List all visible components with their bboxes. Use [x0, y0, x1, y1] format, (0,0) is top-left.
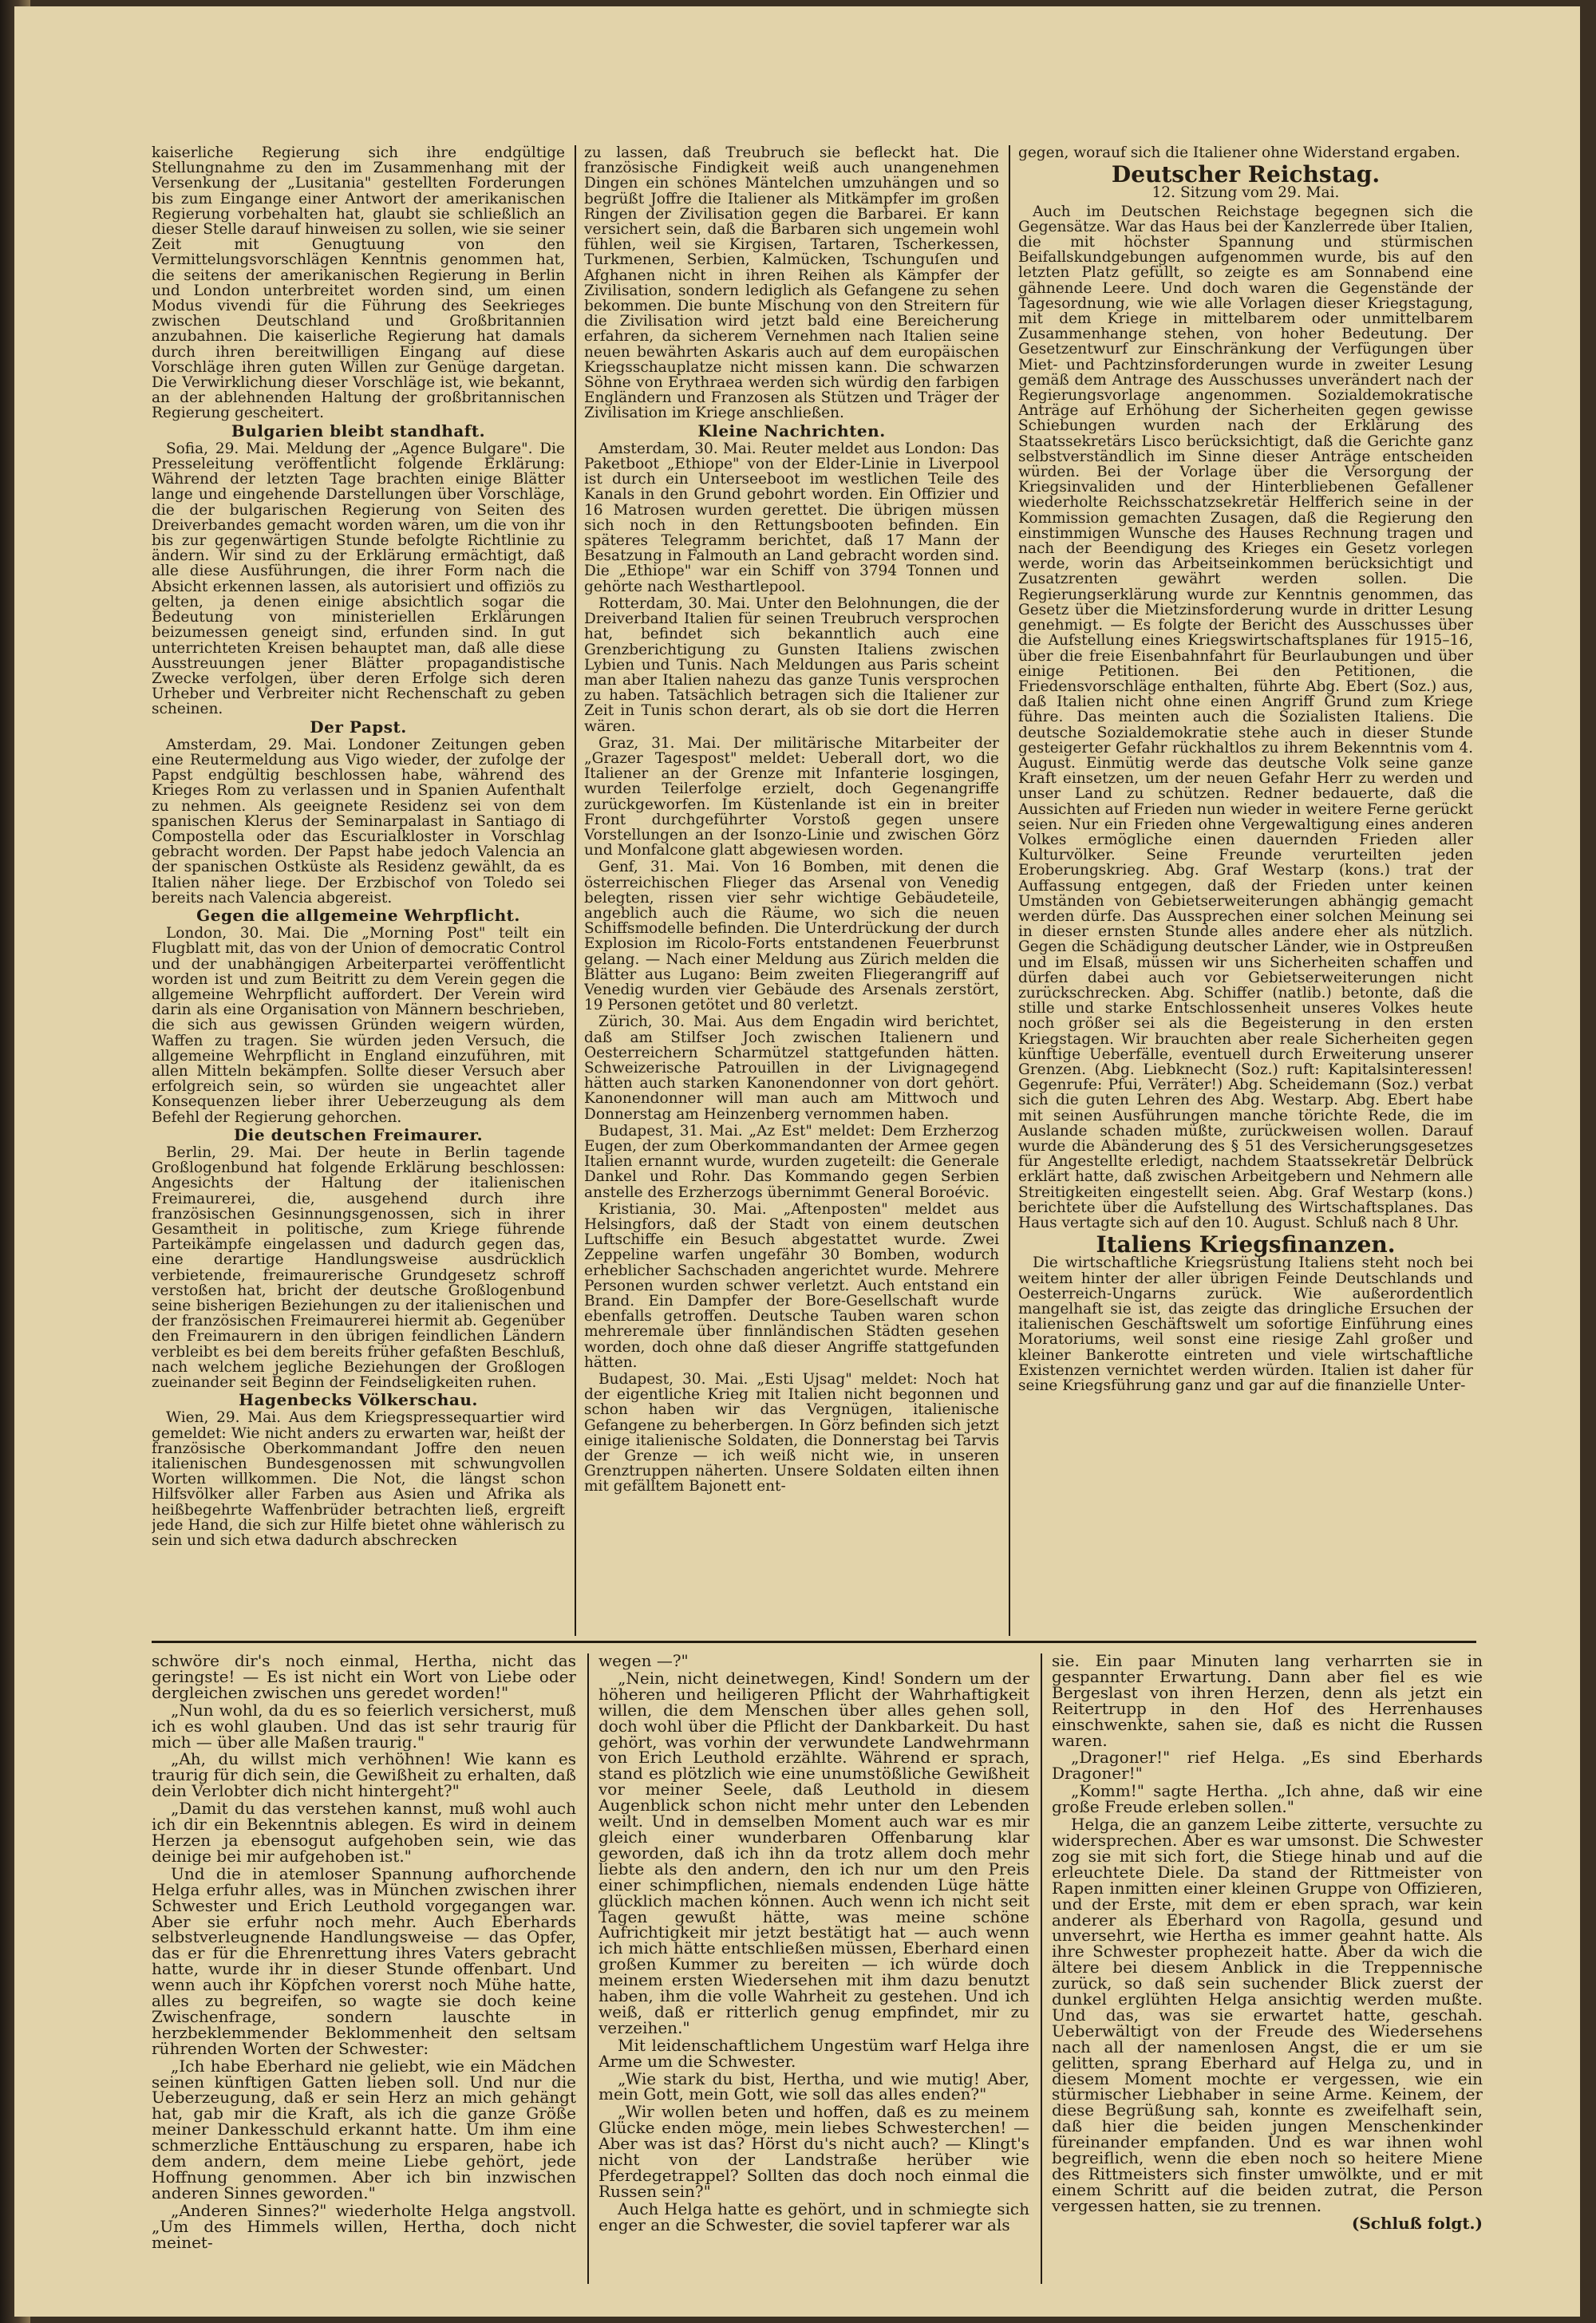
- story-paragraph: „Wir wollen beten und hoffen, daß es zu meinem Glücke enden möge, mein liebes Schwesterchen! — Aber was ist das? Hörst du's nicht auch? — Klingt's nicht von der Landstraße herüber wie Pferdegetrappel? Sollten das doch noch einmal die Russen sein?": [598, 2102, 1029, 2201]
- story-paragraph: Und die in atemloser Spannung aufhorchende Helga erfuhr alles, was in München zwischen ihrer Schwester und Erich Leuthold vorgegangen war. Aber sie erfuhr noch mehr. Auch Eberhards selbstverleugnende Handlungsweise — das Opfer, das er für die Ehrenrettung ihres Vaters gebracht hatte, wurde ihr in dieser Stunde offenbart. Und wenn auch ihr Köpfchen vorerst noch Mühe hatte, alles zu begreifen, so wagte sie doch keine Zwischenfrage, sondern lauschte in herzbeklemmender Beklommenheit den seltsam rührenden Worten der Schwester:: [152, 1863, 576, 2058]
- newspaper-content: [152, 145, 1524, 2292]
- article-paragraph: Graz, 31. Mai. Der militärische Mitarbeiter der „Grazer Tagespost" meldet: Ueberall dort, wo die Italiener an der Grenze mit Infanterie losgingen, wurden Teilerfolge erzielt, doch Gegenangriffe zurückgeworfen. Im Küstenlande ist ein in breiter Front durchgeführter Vorstoß gegen unsere Vorstellungen an der Isonzo-Linie und zwischen Görz und Monfalcone glatt abgewiesen worden.: [584, 734, 999, 859]
- article-column-2: [584, 145, 999, 1636]
- article-paragraph: Budapest, 30. Mai. „Esti Ujsag" meldet: Noch hat der eigentliche Krieg mit Italien nicht begonnen und schon haben wir das Vergnügen, italienische Gefangene zu beherbergen. In Görz befinden sich jetzt einige italienische Soldaten, die Donnerstag bei Tarvis der Grenze — ich weiß nicht wie, in unseren Grenztruppen näherten. Unsere Soldaten eilten ihnen mit gefälltem Bajonett ent-: [584, 1371, 999, 1495]
- feuilleton-column-2: [598, 1653, 1029, 2284]
- story-paragraph: „Nun wohl, da du es so feierlich versicherst, muß ich es wohl glauben. Und das ist sehr traurig für mich — über alle Maßen traurig.": [152, 1700, 576, 1752]
- article-paragraph: Rotterdam, 30. Mai. Unter den Belohnungen, die der Dreiverband Italien für seinen Treubruch versprochen hat, befindet sich bekanntlich auch eine Grenzberichtigung zu Gunsten Italiens zwischen Lybien und Tunis. Nach Meldungen aus Paris scheint man aber Italien nahezu das ganze Tunis versprochen zu haben. Tatsächlich betragen sich die Italiener zur Zeit in Tunis schon derart, als ob sie dort die Herren wären.: [584, 595, 999, 735]
- section-heading: Hagenbecks Völkerschau.: [239, 1390, 478, 1410]
- article-paragraph: Budapest, 31. Mai. „Az Est" meldet: Dem Erzherzog Eugen, der zum Oberkommandanten der Armee gegen Italien ernannt wurde, wurden zugeteilt: die Generale Dankel und Rohr. Das Kommando gegen Serbien anstelle des Erzherzogs übernimmt General Boroévic.: [584, 1122, 999, 1201]
- article-title: Deutscher Reichstag.: [1111, 161, 1381, 188]
- story-paragraph: „Anderen Sinnes?" wiederholte Helga angstvoll. „Um des Himmels willen, Hertha, doch nicht meinet-: [152, 2200, 576, 2252]
- story-paragraph: „Ah, du willst mich verhöhnen! Wie kann es traurig für dich sein, die Gewißheit zu erhalten, daß dein Verlobter dich nicht hintergeht?": [152, 1749, 576, 1801]
- section-heading: Der Papst.: [310, 717, 407, 737]
- article-paragraph: Auch im Deutschen Reichstage begegnen sich die Gegensätze. War das Haus bei der Kanzlerrede über Italien, die mit höchster Spannung und stürmischen Beifallskundgebungen aufgenommen wurde, bis auf den letzten Platz gefüllt, so zeigte es am Sonnabend eine gähnende Leere. Und doch waren die Gegenstände der Tagesordnung, wie wie alle Vorlagen dieser Kriegstagung, mit dem Kriege in mittelbarem oder unmittelbarem Zusammenhange stehen, von hoher Bedeutung. Der Gesetzentwurf zur Einschränkung der Verfügungen über Miet- und Pachtzinsforderungen wurde in zweiter Lesung gemäß dem Antrage des Ausschusses unverändert nach der Regierungsvorlage angenommen. Sozialdemokratische Anträge auf Erhöhung der Sicherheiten gegen gewisse Schiebungen wurden nach der Erklärung des Staatssekretärs Lisco berücksichtigt, daß die Gerichte ganz selbstverständlich im Sinne dieser Anträge entscheiden würden. Bei der Vorlage über die Versorgung der Kriegsinvaliden und der Hinterbliebenen Gefallener wiederholte Reichsschatzsekretär Helfferich seine in der Kommission gemachten Zusagen, daß die Regierung den einstimmigen Wunsche des Hauses Rechnung tragen und nach der Beendigung des Krieges ein Gesetz vorlegen werde, worin das Arbeitseinkommen berücksichtigt und Zusatzrenten gewährt werden sollen. Die Regierungserklärung wurde zur Kenntnis genommen, das Gesetz über die Mietzinsforderung wurde in dritter Lesung genehmigt. — Es folgte der Bericht des Ausschusses über die Aufstellung eines Kriegswirtschaftsplanes für 1915–16, über die freie Eisenbahnfahrt für Beurlaubungen und über einige Petitionen. Bei den Petitionen, die Friedensvorschläge enthalten, führte Abg. Ebert (Soz.) aus, daß Italien nicht ohne einen Angriff Grund zum Kriege führe. Das meinten auch die Sozialisten Italiens. Die deutsche Sozialdemokratie stehe auch in dieser Stunde gesteigerter Gefahr rückhaltlos zu ihrem Bekenntnis vom 4. August. Einmütig werde das deutsche Volk seine ganze Kraft einsetzen, um der neuen Gefahr Herr zu werden und unser Land zu schützen. Redner bedauerte, daß die Aussichten auf Frieden nun wieder in weitere Ferne gerückt seien. Nur ein Frieden ohne Vergewaltigung eines anderen Volkes ermögliche einen dauernden Frieden aller Kulturvölker. Seine Freunde verurteilten jeden Eroberungskrieg. Abg. Graf Westarp (kons.) trat der Auffassung entgegen, daß der Frieden unter keinen Umständen von Gebietserweiterungen abhängig gemacht werden dürfe. Das Aussprechen einer solchen Meinung sei in dieser ernsten Stunde alles andere eher als nützlich. Gegen die Schädigung deutscher Länder, wie in Ostpreußen und im Elsaß, müssen wir uns Sicherheiten schaffen und dürfen dabei auch vor Gebietserweiterungen nicht zurückschrecken. Abg. Schiffer (natlib.) betonte, daß die stille und starke Entschlossenheit unseres Volkes heute noch größer sei als die Begeisterung in den ersten Kriegstagen. Wir brauchten aber reale Sicherheiten gegen künftige Ueberfälle, eventuell durch Erweiterung unserer Grenzen. (Abg. Liebknecht (Soz.) ruft: Kapitalsinteressen! Gegenrufe: Pfui, Verräter!) Abg. Scheidemann (Soz.) verbat sich die guten Lehren des Abg. Westarp. Abg. Ebert habe mit seinen Ausführungen manche törichte Rede, die im Auslande schaden müßte, zurückweisen wollen. Darauf wurde die Abänderung des § 51 des Versicherungsgesetzes für Angestellte erledigt, nachdem Staatssekretär Delbrück erklärt hatte, daß zwischen Arbeitgebern und Nehmern alle Streitigkeiten eingestellt seien. Abg. Graf Westarp (kons.) berichtete über die Aufstellung des Wirtschaftsplanes. Das Haus vertagte sich auf den 10. August. Schluß nach 8 Uhr.: [1018, 203, 1473, 1232]
- story-paragraph: wegen —?": [598, 1653, 689, 1670]
- article-paragraph: Amsterdam, 30. Mai. Reuter meldet aus London: Das Paketboot „Ethiope" von der Elder-Linie in Liverpool ist durch ein Unterseeboot im westlichen Teile des Kanals in den Grund gebohrt worden. Ein Offizier und 16 Matrosen wurden gerettet. Die übrigen müssen sich noch in den Rettungsbooten befinden. Ein späteres Telegramm berichtet, daß 17 Mann der Besatzung in Falmouth an Land gebracht worden sind. Die „Ethiope" war ein Schiff von 3794 Tonnen und gehörte nach Westhartlepool.: [584, 440, 999, 595]
- story-paragraph: Helga, die an ganzem Leibe zitterte, versuchte zu widersprechen. Aber es war umsonst. Die Schwester zog sie mit sich fort, die Stiege hinab und auf die erleuchtete Diele. Da stand der Rittmeister von Rapen inmitten einer kleinen Gruppe von Offizieren, und der Erste, mit dem er eben sprach, war kein anderer als Eberhard von Ragolla, gesund und unversehrt, wie Hertha es immer geahnt hatte. Als ihre Schwester prophezeit hatte. Aber da wich die ältere bei diesem Anblick in die Treppennische zurück, so daß sein suchender Blick zuerst der dunkel erglühten Helga ansichtig werden mußte. Und das, was sie erwartet hatte, geschah. Ueberwältigt von der Freude des Wiedersehens nach all der namenlosen Angst, die er um sie gelitten, sprang Eberhard auf Helga zu, und in diesem Moment mochte er vergessen, wie ein stürmischer Liebhaber in seine Arme. Keinem, der diese Begrüßung sah, konnte es zweifelhaft sein, daß hier die beiden jungen Menschenkinder füreinander empfanden. Und es war ihnen wohl begreiflich, wenn die eben noch so heitere Miene des Rittmeisters sich finster umwölkte, und er mit einem Schritt auf die beiden zutrat, die Person vergessen hatten, sie zu trennen.: [1052, 1815, 1483, 2215]
- article-paragraph: gegen, worauf sich die Italiener ohne Widerstand ergaben.: [1018, 145, 1460, 161]
- to-be-continued-note: (Schluß folgt.): [1351, 2213, 1483, 2233]
- story-paragraph: Mit leidenschaftlichem Ungestüm warf Helga ihre Arme um die Schwester.: [598, 2035, 1029, 2071]
- article-paragraph: Genf, 31. Mai. Von 16 Bomben, mit denen die österreichischen Flieger das Arsenal von Venedig belegten, rissen vier sehr wichtige Gebäudeteile, angeblich auch die Räume, wo sich die neuen Schiffsmodelle befinden. Die Unterdrückung der durch Explosion im Ricolo-Forts entstandenen Feuerbrunst gelang. — Nach einer Meldung aus Zürich melden die Blätter aus Lugano: Beim zweiten Fliegerangriff auf Venedig wurden vier Gebäude des Arsenals zerstört, 19 Personen getötet und 80 verletzt.: [584, 859, 999, 1014]
- article-paragraph: Zürich, 30. Mai. Aus dem Engadin wird berichtet, daß am Stilfser Joch zwischen Italienern und Oesterreichern Scharmützel stattgefunden hätten. Schweizerische Patrouillen in der Livignagegend hätten auch starken Kanonendonner von dort gehört. Kanonendonner will man auch am Mittwoch und Donnerstag am Heinzenberg vernommen haben.: [584, 1013, 999, 1123]
- section-heading: Gegen die allgemeine Wehrpflicht.: [196, 905, 520, 925]
- feuilleton-divider: [152, 1641, 1476, 1643]
- article-paragraph: Sofia, 29. Mai. Meldung der „Agence Bulgare". Die Presseleitung veröffentlicht folgende Erklärung: Während der letzten Tage brachten einige Blätter lange und eingehende Darstellungen über Vorschläge, die der bulgarischen Regierung von Seiten des Dreiverbandes gemacht worden wären, um die von ihr bis zur gegenwärtigen Stunde befolgte Richtlinie zu ändern. Wir sind zu der Erklärung ermächtigt, daß alle diese Ausführungen, die ihrer Form nach die Absicht erkennen lassen, als autorisiert und offiziös zu gelten, ja denen einige absichtlich sogar die Bedeutung von ministeriellen Erklärungen beizumessen geneigt sind, erfunden sind. In gut unterrichteten Kreisen behauptet man, daß alle diese Ausstreuungen jener Blätter propagandistische Zwecke verfolgen, über deren Erfolge sich deren Urheber und Verbreiter nicht Rechenschaft zu geben scheinen.: [152, 440, 565, 718]
- story-paragraph: „Nein, nicht deinetwegen, Kind! Sondern um der höheren und heiligeren Pflicht der Wahrhaftigkeit willen, die dem Menschen über alles gehen soll, doch wohl über die Pflicht der Dankbarkeit. Du hast gehört, was vorhin der verwundete Landwehrmann von Erich Leuthold erzählte. Während er sprach, stand es plötzlich wie eine unumstößliche Gewißheit vor meiner Seele, daß Leuthold in diesem Augenblick schon nicht mehr unter den Lebenden weilt. Und in demselben Moment auch war es mir gleich einer wunderbaren Offenbarung klar geworden, daß ich ihn da trotz allem doch mehr liebte als den andern, den ich nur um den Preis einer schimpflichen, niemals endenden Lüge hätte glücklich machen können. Auch wenn ich nicht seit Tagen gewußt hätte, was meine schöne Aufrichtigkeit mir jetzt bestätigt hat — auch wenn ich mich hätte entschließen müssen, Eberhard einen großen Kummer zu bereiten — ich würde doch meinem ersten Wiedersehen mit ihm dazu benutzt haben, ihm die volle Wahrheit zu gestehen. Und ich weiß, daß er ritterlich genug empfindet, mir zu verzeihen.": [598, 1668, 1029, 2037]
- article-paragraph: Kristiania, 30. Mai. „Aftenposten" meldet aus Helsingfors, daß der Stadt von einem deutschen Luftschiffe ein Besuch abgestattet wurde. Zwei Zeppeline warfen ungefähr 30 Bomben, wodurch erheblicher Sachschaden angerichtet wurde. Mehrere Personen wurden schwer verletzt. Auch entstand ein Brand. Ein Dampfer der Bore-Gesellschaft wurde ebenfalls getroffen. Deutsche Tauben waren schon mehreremale über finnländischen Städten gesehen worden, doch ohne daß dieser Angriffe stattgefunden hätten.: [584, 1200, 999, 1371]
- story-paragraph: „Ich habe Eberhard nie geliebt, wie ein Mädchen seinen künftigen Gatten lieben soll. Und nur die Ueberzeugung, daß er sein Herz an mich gehängt hat, gab mir die Kraft, als ich die ganze Größe meiner Dankesschuld erkannt hatte. Um ihm eine schmerzliche Enttäuschung zu ersparen, habe ich dem andern, dem meine Liebe gehört, jede Hoffnung genommen. Aber ich bin inzwischen anderen Sinnes geworden.": [152, 2056, 576, 2203]
- section-heading: Die deutschen Freimaurer.: [233, 1124, 484, 1144]
- story-paragraph: schwöre dir's noch einmal, Hertha, nicht das geringste! — Es ist nicht ein Wort von Liebe oder dergleichen zwischen uns geredet worden!": [152, 1653, 576, 1702]
- column-rule: [1009, 145, 1010, 1636]
- article-paragraph: kaiserliche Regierung sich ihre endgültige Stellungnahme zu den im Zusammenhang mit der Versenkung der „Lusitania" gestellten Forderungen bis zum Eingange einer Antwort der amerikanischen Regierung vorbehalten hat, glaubt sie schließlich an dieser Stelle darauf hinweisen zu sollen, wie sie seiner Zeit mit Genugtuung von den Vermittelungsvorschlägen Kenntnis genommen hat, die seitens der amerikanischen Regierung in Berlin und London unterbreitet worden sind, um einen Modus vivendi für die Führung des Seekrieges zwischen Deutschland und Großbritannien anzubahnen. Die kaiserliche Regierung hat damals durch ihren bereitwilligen Eingang auf diese Vorschläge ihren guten Willen zur Genüge dargetan. Die Verwirklichung dieser Vorschläge ist, wie bekannt, an der ablehnenden Haltung der großbritannischen Regierung gescheitert.: [152, 145, 565, 422]
- feuilleton-column-1: [152, 1653, 576, 2284]
- story-paragraph: Auch Helga hatte es gehört, und in schmiegte sich enger an die Schwester, die soviel tapferer war als: [598, 2199, 1029, 2234]
- article-title: Italiens Kriegsfinanzen.: [1096, 1231, 1396, 1258]
- feuilleton-column-3: [1052, 1653, 1483, 2284]
- column-rule: [587, 1653, 589, 2284]
- article-paragraph: Berlin, 29. Mai. Der heute in Berlin tagende Großlogenbund hat folgende Erklärung beschlossen: Angesichts der Haltung der italienischen Freimaurerei, die, ausgehend durch ihre französischen Gesinnungsgenossen, sich in ihrer Gesamtheit in politische, zum Kriege führende Parteikämpfe eingelassen und dadurch gegen das, eine derartige Handlungsweise ausdrücklich verbietende, freimaurerische Grundgesetz schroff verstoßen hat, bricht der deutsche Großlogenbund seine bisherigen Beziehungen zu der italienischen und der französischen Freimaurerei hiermit ab. Gegenüber den Freimaurern in den übrigen feindlichen Ländern verbleibt es bei dem bereits früher gefaßten Beschluß, nach welchem jegliche Beziehungen der Großlogen zueinander seit Beginn der Feindseligkeiten ruhen.: [152, 1144, 565, 1392]
- section-heading: Kleine Nachrichten.: [697, 421, 886, 441]
- article-paragraph: zu lassen, daß Treubruch sie befleckt hat. Die französische Findigkeit weiß auch unangenehmen Dingen ein schönes Mäntelchen umzuhängen und so begrüßt Joffre die Italiener als Mitkämpfer im großen Ringen der Zivilisation gegen die Barbarei. Er kann versichert sein, daß die Barbaren sich ungemein wohl fühlen, weil sie Kirgisen, Tartaren, Tscherkessen, Turkmenen, Serbien, Kalmücken, Tschunguſen und Afghanen nicht in ihren Reihen als Kämpfer der Zivilisation, sondern lediglich als Gefangene zu sehen bekommen. Die bunte Mischung von den Streitern für die Zivilisation wird jetzt bald eine Bereicherung erfahren, da sicherem Vernehmen nach Italien seine neuen bewährten Askaris auch auf dem europäischen Kriegsschauplatze nicht missen kann. Die schwarzen Söhne von Erythraea werden sich würdig den farbigen Engländern und Franzosen als Stützen und Träger der Zivilisation im Kriege anschließen.: [584, 145, 999, 422]
- story-paragraph: „Dragoner!" rief Helga. „Es sind Eberhards Dragoner!": [1052, 1748, 1483, 1784]
- session-subtitle: 12. Sitzung vom 29. Mai.: [1152, 184, 1340, 202]
- article-column-1: [152, 145, 565, 1636]
- article-paragraph: Amsterdam, 29. Mai. Londoner Zeitungen geben eine Reutermeldung aus Vigo wieder, der zufolge der Papst endgültig beschlossen habe, während des Krieges Rom zu verlassen und in Spanien Aufenthalt zu nehmen. Als geeignete Residenz sei von dem spanischen Klerus der Seminarpalast in Santiago di Compostella oder das Escurialkloster in Vorschlag gebracht worden. Der Papst habe jedoch Valencia an der spanischen Ostküste als Residenz gewählt, da es Italien näher liege. Der Erzbischof von Toledo sei bereits nach Valencia abgereist.: [152, 736, 565, 907]
- article-paragraph: Die wirtschaftliche Kriegsrüstung Italiens steht noch bei weitem hinter der aller übrigen Feinde Deutschlands und Oesterreich-Ungarns zurück. Wie außerordentlich mangelhaft sie ist, das zeigte das dringliche Ersuchen der italienischen Geschäftswelt um sofortige Einführung eines Moratoriums, weil sonst eine riesige Zahl großer und kleiner Bankerotte eintreten und viele wirtschaftliche Existenzen vernichtet werden würden. Italien ist daher für seine Kriegsführung ganz und gar auf die finanzielle Unter-: [1018, 1254, 1473, 1395]
- article-paragraph: London, 30. Mai. Die „Morning Post" teilt ein Flugblatt mit, das von der Union of democratic Control und der unabhängigen Arbeiterpartei veröffentlicht worden ist und zum Beitritt zu dem Verein gegen die allgemeine Wehrpflicht auffordert. Der Verein wird darin als eine Organisation von Männern beschrieben, die sich aus gewissen Gründen weigern würden, Waffen zu tragen. Sie würden jeden Versuch, die allgemeine Wehrpflicht in England einzuführen, mit allen Mitteln bekämpfen. Sollte dieser Versuch aber erfolgreich sein, so würden sie ungeachtet aller Konsequenzen lieber ihrer Ueberzeugung als dem Befehl der Regierung gehorchen.: [152, 925, 565, 1126]
- article-paragraph: Wien, 29. Mai. Aus dem Kriegspressequartier wird gemeldet: Wie nicht anders zu erwarten war, heißt der französische Oberkommandant Joffre den neuen italienischen Bundesgenossen mit schwungvollen Worten willkommen. Die Not, die längst schon Hilfsvölker aller Farben aus Asien und Afrika als heißbegehrte Waffenbrüder betrachten ließ, ergreift jede Hand, die sich zur Hilfe bietet ohne wählerisch zu sein und sich etwa dadurch abschrecken: [152, 1409, 565, 1550]
- story-paragraph: „Komm!" sagte Hertha. „Ich ahne, daß wir eine große Freude erleben sollen.": [1052, 1781, 1483, 1817]
- article-column-3: [1018, 145, 1473, 1636]
- story-paragraph: sie. Ein paar Minuten lang verharrten sie in gespannter Erwartung. Dann aber fiel es wie Bergeslast von ihren Herzen, denn als jetzt ein Reitertrupp in den Hof des Herrenhauses einschwenkte, sahen sie, daß es nicht die Russen waren.: [1052, 1653, 1483, 1750]
- column-rule: [575, 145, 576, 1636]
- story-paragraph: „Wie stark du bist, Hertha, und wie mutig! Aber, mein Gott, mein Gott, wie soll das alles enden?": [598, 2068, 1029, 2104]
- column-rule: [1041, 1653, 1042, 2284]
- section-heading: Bulgarien bleibt standhaft.: [231, 421, 486, 441]
- story-paragraph: „Damit du das verstehen kannst, muß wohl auch ich dir ein Bekenntnis ablegen. Es wird in deinem Herzen ja ebensogut aufgehoben sein, wie das deinige bei mir aufgehoben ist.": [152, 1799, 576, 1866]
